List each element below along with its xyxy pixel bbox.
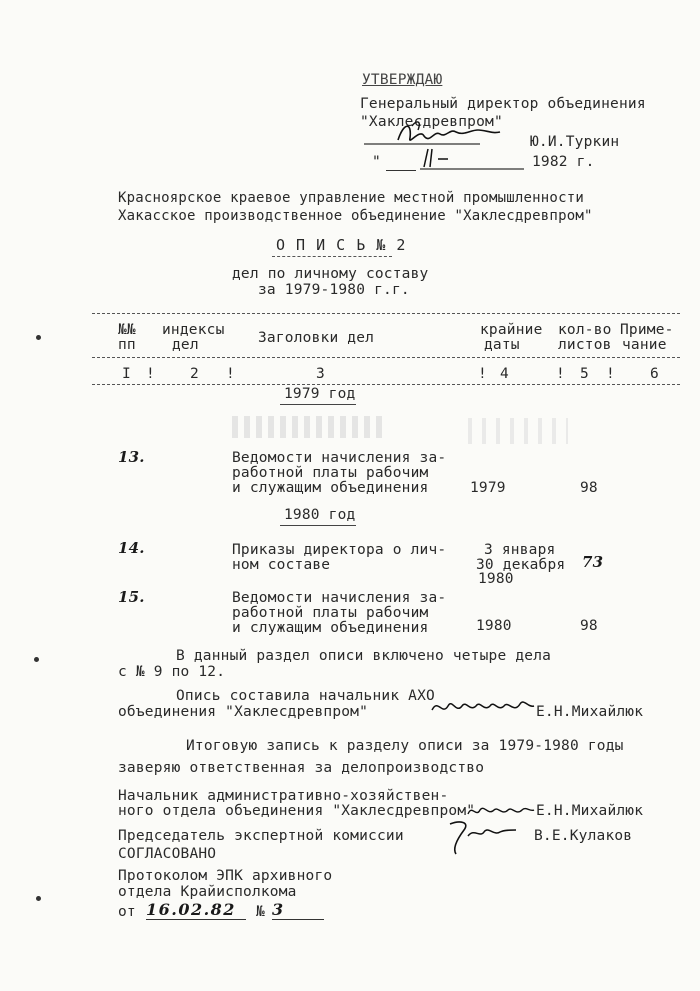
table-row-dates: 1980 bbox=[476, 618, 512, 634]
col-number-1: I bbox=[122, 366, 131, 382]
ink-speck bbox=[34, 657, 39, 662]
agreed-date-value: 16.02.82 bbox=[146, 900, 246, 920]
table-top-rule bbox=[92, 313, 680, 314]
agreed-date-prefix: от bbox=[118, 904, 136, 920]
commission-label: Председатель экспертной комиссии bbox=[118, 828, 404, 844]
table-row-title-line1: Приказы директора о лич- bbox=[232, 542, 447, 558]
col-sep-2: ! bbox=[226, 366, 235, 382]
approval-date-year: 1982 г. bbox=[532, 154, 595, 170]
compiled-name: Е.Н.Михайлюк bbox=[536, 704, 644, 720]
approval-date-quote: " bbox=[372, 154, 381, 170]
agreed-num-prefix: № bbox=[256, 904, 265, 920]
header-dates-line1: крайние bbox=[480, 322, 543, 338]
head-dept-name: Е.Н.Михайлюк bbox=[536, 803, 644, 819]
org-line1: Красноярское краевое управление местной промышленности bbox=[118, 190, 584, 206]
year-title-underline bbox=[280, 525, 356, 526]
table-row-num: 14. bbox=[118, 539, 145, 557]
col-sep-1: ! bbox=[146, 366, 155, 382]
subtitle-line2: за 1979-1980 г.г. bbox=[258, 282, 410, 298]
table-row-dates-line1: 3 января bbox=[484, 542, 556, 558]
table-row-num: 13. bbox=[118, 448, 145, 466]
table-row-title-line1: Ведомости начисления за- bbox=[232, 590, 447, 606]
header-sheets-line1: кол-во bbox=[558, 322, 612, 338]
table-row-title-line2: ном составе bbox=[232, 557, 331, 573]
certify-line1: Итоговую запись к разделу описи за 1979-1980 годы bbox=[186, 738, 624, 754]
table-row-title-line2: работной платы рабочим bbox=[232, 605, 429, 621]
table-row-title-line3: и служащим объединения bbox=[232, 620, 429, 636]
approval-date-mark bbox=[418, 145, 528, 173]
erased-entry-mark bbox=[468, 418, 568, 444]
org-line2: Хакасское производственное объединение "Хаклесдревпром" bbox=[118, 208, 593, 224]
header-index-line1: индексы bbox=[162, 322, 225, 338]
header-bottom-rule bbox=[92, 357, 680, 358]
col-sep-3: ! bbox=[478, 366, 487, 382]
table-row-title-line3: и служащим объединения bbox=[232, 480, 429, 496]
compiler-signature bbox=[428, 694, 538, 720]
header-notes-line1: Приме- bbox=[620, 322, 674, 338]
agreed-line2: отдела Крайисполкома bbox=[118, 884, 297, 900]
approval-position-line2: "Хаклесдревпром" bbox=[360, 114, 503, 130]
ink-speck bbox=[36, 335, 41, 340]
col-number-2: 2 bbox=[190, 366, 199, 382]
table-row-title-line2: работной платы рабочим bbox=[232, 465, 429, 481]
year-title-underline bbox=[280, 404, 356, 405]
head-dept-line2: ного отдела объединения "Хаклесдревпром" bbox=[118, 803, 476, 819]
agreed-num-value: 3 bbox=[272, 900, 324, 920]
header-sheets-line2: листов bbox=[558, 337, 612, 353]
summary-line1: В данный раздел описи включено четыре дела bbox=[176, 648, 552, 664]
agreed-label: СОГЛАСОВАНО bbox=[118, 846, 217, 862]
table-row-sheets: 98 bbox=[580, 480, 598, 496]
subtitle-line1: дел по личному составу bbox=[232, 266, 429, 282]
ink-speck bbox=[36, 896, 41, 901]
header-notes-line2: чание bbox=[622, 337, 667, 353]
summary-line2: с № 9 по 12. bbox=[118, 664, 226, 680]
compiled-line2: объединения "Хаклесдревпром" bbox=[118, 704, 369, 720]
section-year-title: 1980 год bbox=[284, 507, 356, 523]
header-num-line2: пп bbox=[118, 337, 136, 353]
head-dept-line1: Начальник административно-хозяйствен- bbox=[118, 788, 449, 804]
table-row-dates-line2: 30 декабря bbox=[476, 557, 566, 573]
compiled-line1: Опись составила начальник АХО bbox=[176, 688, 435, 704]
col-sep-4: ! bbox=[556, 366, 565, 382]
table-row-dates: 1979 bbox=[470, 480, 506, 496]
table-row-num: 15. bbox=[118, 588, 145, 606]
agreed-line1: Протоколом ЭПК архивного bbox=[118, 868, 333, 884]
erased-entry-mark bbox=[232, 416, 382, 438]
table-row-title-line1: Ведомости начисления за- bbox=[232, 450, 447, 466]
table-row-sheets: 73 bbox=[582, 553, 604, 571]
header-num-line1: №№ bbox=[118, 322, 136, 338]
header-dates-line2: даты bbox=[484, 337, 520, 353]
approval-date-day-blank bbox=[386, 170, 416, 171]
commission-signature bbox=[440, 818, 520, 858]
approval-name: Ю.И.Туркин bbox=[530, 134, 620, 150]
table-row-sheets: 98 bbox=[580, 618, 598, 634]
title-underline bbox=[272, 256, 392, 257]
col-number-6: 6 bbox=[650, 366, 659, 382]
commission-name: В.Е.Кулаков bbox=[534, 828, 633, 844]
header-index-line2: дел bbox=[172, 337, 199, 353]
table-row-dates-line3: 1980 bbox=[478, 571, 514, 587]
col-number-rule bbox=[92, 384, 680, 385]
col-number-3: 3 bbox=[316, 366, 325, 382]
certify-line2: заверяю ответственная за делопроизводство bbox=[118, 760, 485, 776]
col-number-5: 5 bbox=[580, 366, 589, 382]
section-year-title: 1979 год bbox=[284, 386, 356, 402]
document-title: О П И С Ь № 2 bbox=[276, 236, 407, 254]
approval-position-line1: Генеральный директор объединения bbox=[360, 96, 646, 112]
col-number-4: 4 bbox=[500, 366, 509, 382]
col-sep-5: ! bbox=[606, 366, 615, 382]
approval-title: УТВЕРЖДАЮ bbox=[362, 72, 443, 88]
header-titles: Заголовки дел bbox=[258, 330, 375, 346]
